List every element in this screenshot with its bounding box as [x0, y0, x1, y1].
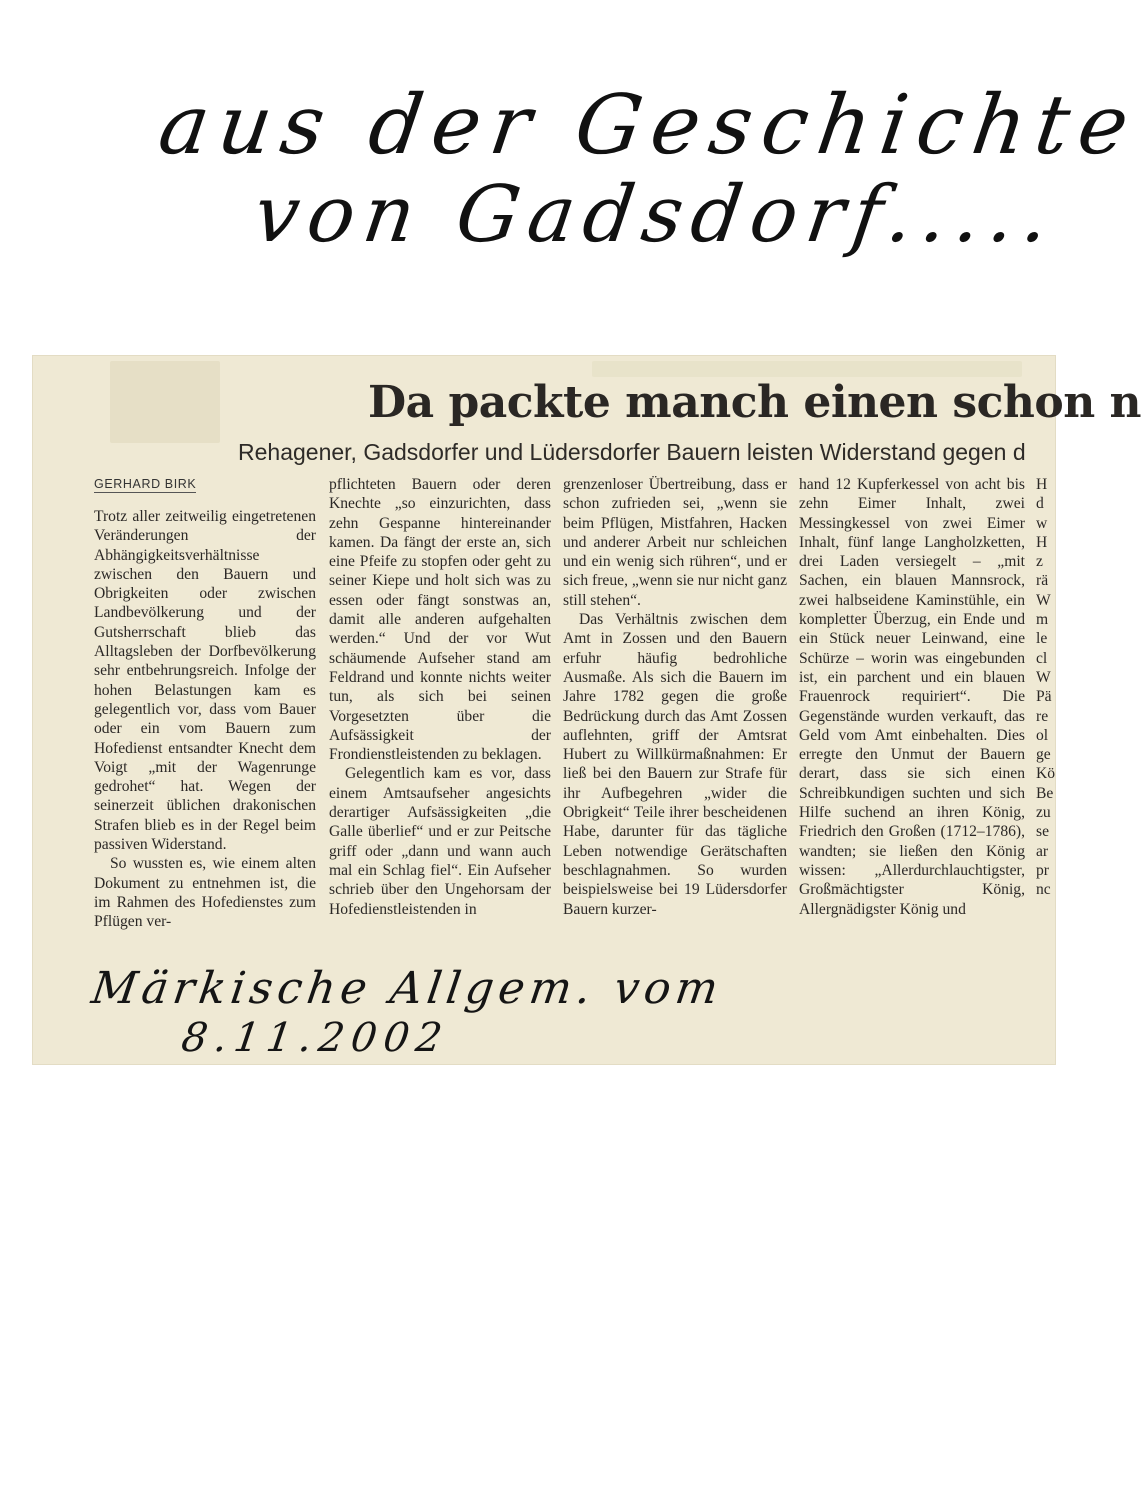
- column-fragment: d: [1036, 495, 1044, 513]
- bleed-through-image: [110, 361, 220, 443]
- article-column-2: [329, 475, 551, 919]
- paragraph: So wussten es, wie einem alten Dokument zu entnehmen ist, die im Rahmen des Hofedienstes zum Pflügen ver-: [94, 855, 316, 931]
- column-fragment: Kö: [1036, 765, 1056, 783]
- article-subheadline: Rehagener, Gadsdorfer und Lüdersdorfer Bauern leisten Widerstand gegen d: [238, 439, 1026, 465]
- column-fragment: ol: [1036, 726, 1049, 744]
- column-fragment: le: [1036, 630, 1048, 648]
- column-fragment: ar: [1036, 842, 1049, 860]
- column-fragment: re: [1036, 707, 1049, 725]
- article-column-4: [799, 475, 1025, 919]
- column-fragment: se: [1036, 823, 1049, 841]
- column-fragment: W: [1036, 591, 1051, 609]
- handwritten-source-note: Märkische Allgem. vom: [88, 963, 727, 1014]
- paragraph: hand 12 Kupferkessel von acht bis zehn Eimer Inhalt, zwei Messingkessel von zwei Eimer Inhalt, fünf lange Langholzketten, drei Laden versiegelt – „mit Sachen, ein blauen Mannsrock, zwei halbseidene Kaminstühle, ein kompletter Überzug, ein Ende und ein Stück neuer Leinwand, eine Schürze – worin was eingebunden ist, ein parchent und ein blauen Frauenrock requiriert“. Die Gegenstände wurden verkauft, das Geld vom Amt einbehalten. Dies erregte den Unmut der Bauern derart, dass sie sich einen Schreibkundigen suchten und sich Hilfe suchend an ihren König, Friedrich den Großen (1712–1786), wandten; sie ließen den König wissen: „Allerdurchlauchtigster, Großmächtigster König, Allergnädigster König und: [799, 476, 1025, 918]
- paragraph: Gelegentlich kam es vor, dass einem Amtsaufseher angesichts derartiger Aufsässigkeiten „die Galle überlief“ und er zur Peitsche griff oder „dann und wann auch mal ein Schlag fiel“. Ein Aufseher schrieb über den Ungehorsam der Hofedienstleistenden in: [329, 765, 551, 918]
- article-headline: Da packte manch einen schon n: [368, 377, 1142, 428]
- column-fragment: Be: [1036, 784, 1054, 802]
- column-fragment: ge: [1036, 746, 1051, 764]
- column-fragment: H: [1036, 533, 1048, 551]
- column-fragment: H: [1036, 476, 1048, 493]
- newspaper-clipping: [32, 355, 1142, 1065]
- column-fragment: cl: [1036, 649, 1048, 667]
- column-fragment: nc: [1036, 881, 1051, 899]
- column-fragment: m: [1036, 611, 1049, 629]
- article-column-3: [563, 475, 787, 919]
- column-fragment: zu: [1036, 804, 1051, 822]
- article-column-5-cut: [1036, 475, 1066, 900]
- article-byline: GERHARD BIRK: [94, 477, 197, 491]
- paragraph: grenzenloser Übertreibung, dass er schon zufrieden sei, „wenn sie beim Pflügen, Mistfahren, Hacken und anderer Arbeit nur schleichen und ein wenig sich rühren“, und er sich freue, „wenn sie nur nicht ganz still stehen“.: [563, 476, 787, 609]
- column-fragment: rä: [1036, 572, 1049, 590]
- handwritten-source-date: 8.11.2002: [178, 1015, 452, 1061]
- column-fragment: pr: [1036, 861, 1049, 879]
- column-fragment: z: [1036, 553, 1043, 571]
- handwritten-title-line-2: von Gadsdorf.....: [248, 170, 1064, 260]
- paragraph: pflichteten Bauern oder deren Knechte „so einzurichten, dass zehn Gespanne hintereinander kamen. Da fängt der erste an, sich eine Pfeife zu stopfen oder geht zu seiner Kiepe und holt sich was zu essen oder fängt sonstwas an, damit alle anderen aufgehalten werden.“ Und der vor Wut schäumende Aufseher stand am Feldrand und konnte nichts weiter tun, als sich bei seinen Vorgesetzten über die Aufsässigkeit der Frondienstleistenden zu beklagen.: [329, 476, 551, 764]
- column-fragment: W: [1036, 668, 1051, 686]
- paragraph: Trotz aller zeitweilig eingetretenen Veränderungen der Abhängigkeitsverhältnisse zwischen den Bauern und Obrigkeiten oder zwischen Landbevölkerung und der Gutsherrschaft blieb das Alltagsleben der Dorfbevölkerung sehr entbehrungsreich. Infolge der hohen Belastungen kam es gelegentlich vor, dass vom Bauer oder ein vom Bauern zum Hofedienst entsandter Knecht dem Voigt „mit der Wagenrunge gedrohet“ hat. Wegen der seinerzeit üblichen drakonischen Strafen blieb es in der Regel beim passiven Widerstand.: [94, 508, 316, 854]
- handwritten-title-line-1: aus der Geschichte: [153, 78, 1144, 173]
- column-fragment: w: [1036, 514, 1048, 532]
- article-column-1: [94, 507, 316, 932]
- paragraph: Das Verhältnis zwischen dem Amt in Zossen und den Bauern erfuhr häufig bedrohliche Ausmaße. Als sich die Bauern im Jahre 1782 gegen die große Bedrückung durch das Amt Zossen auflehnten, griff der Amtsrat Hubert zu Willkürmaßnahmen: Er ließ bei den Bauern zur Strafe für ihr Aufbegehren „wider die Obrigkeit“ Teile ihrer bescheidenen Habe, darunter für das tägliche Leben notwendige Gerätschaften beschlagnahmen. So wurden beispielsweise bei 19 Lüdersdorfer Bauern kurzer-: [563, 611, 787, 918]
- column-fragment: Pä: [1036, 688, 1052, 706]
- bleed-through-banner: [592, 361, 1022, 377]
